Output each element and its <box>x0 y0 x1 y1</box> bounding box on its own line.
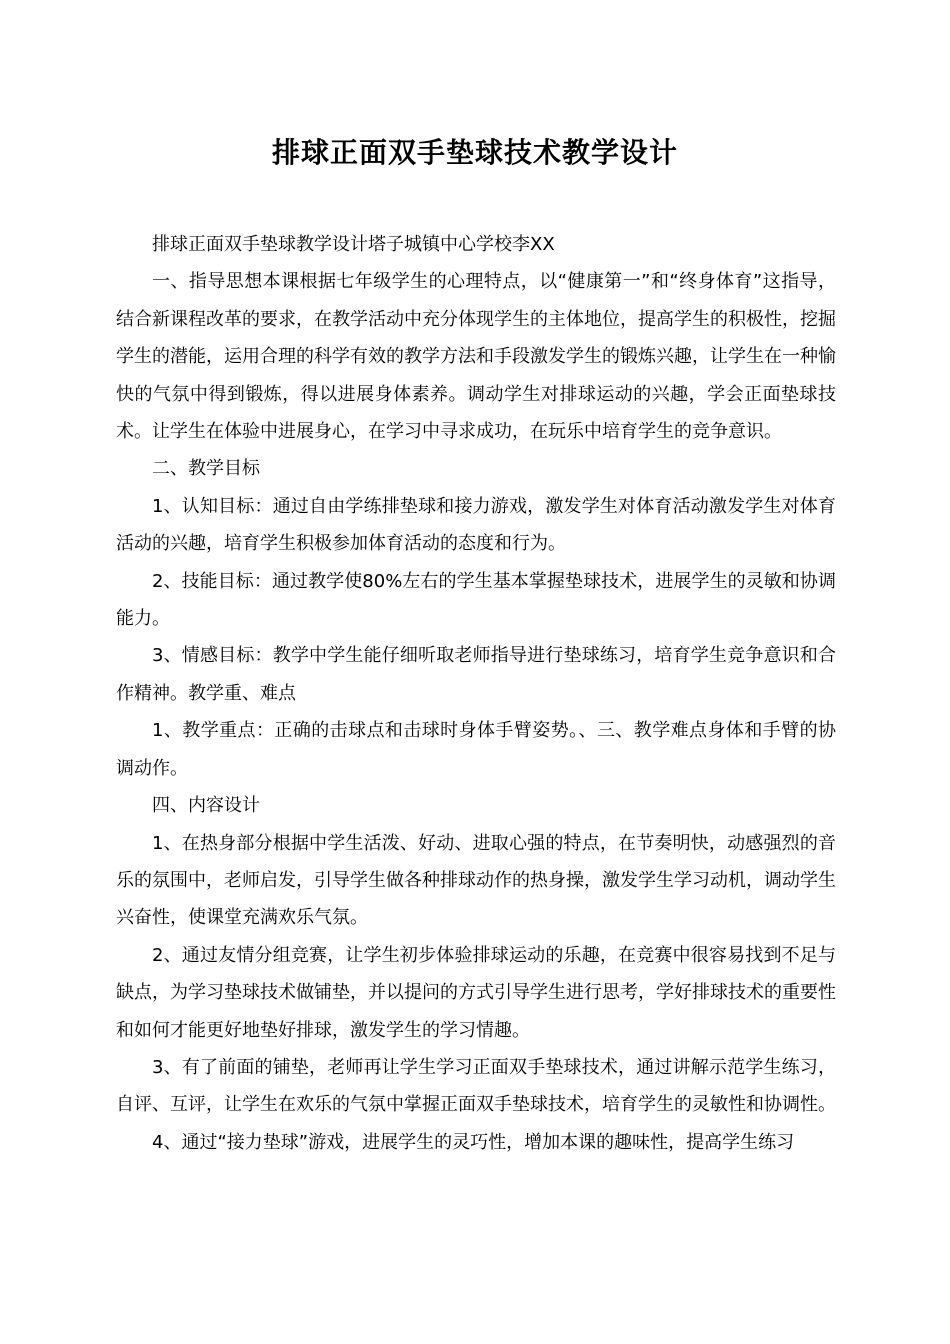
document-body <box>116 226 836 1161</box>
paragraph-author-line: 排球正面双手垫球教学设计塔子城镇中心学校李XX <box>152 234 555 255</box>
paragraph-content-item-2: 2、通过友情分组竞赛，让学生初步体验排球运动的乐趣，在竞赛中很容易找到不足与缺点，为学习垫球技术做铺垫，并以提问的方式引导学生进行思考，学好排球技术的重要性和如何才能更好地垫好排球，激发学生的学习情趣。 <box>116 944 836 1041</box>
section-heading-content-design: 四、内容设计 <box>152 795 260 817</box>
paragraph-content-item-3: 3、有了前面的铺垫，老师再让学生学习正面双手垫球技术，通过讲解示范学生练习，自评、互评，让学生在欢乐的气氛中掌握正面双手垫球技术，培育学生的灵敏性和协调性。 <box>116 1056 836 1116</box>
paragraph-skill-goal: 2、技能目标：通过教学使80%左右的学生基本掌握垫球技术，进展学生的灵敏和协调能力。 <box>116 570 836 630</box>
document-title: 排球正面双手垫球技术教学设计 <box>271 136 678 169</box>
paragraph-teaching-focus: 1、教学重点：正确的击球点和击球时身体手臂姿势。、三、教学难点身体和手臂的协调动作。 <box>116 720 836 779</box>
paragraph-content-item-4: 4、通过“接力垫球”游戏，进展学生的灵巧性，增加本课的趣味性，提高学生练习 <box>152 1131 795 1153</box>
paragraph-guiding-ideology: 一、指导思想本课根据七年级学生的心理特点，以“健康第一”和“终身体育”这指导，结合新课程改革的要求，在教学活动中充分体现学生的主体地位，提高学生的积极性，挖掘学生的潜能，运用合理的科学有效的教学方法和手段激发学生的锻炼兴趣，让学生在一种愉快的气氛中得到锻炼，得以进展身体素养。调动学生对排球运动的兴趣，学会正面垫球技术。让学生在体验中进展身心，在学习中寻求成功，在玩乐中培育学生的竞争意识。 <box>116 271 836 443</box>
section-heading-teaching-goals: 二、教学目标 <box>152 458 260 480</box>
paragraph-content-item-1: 1、在热身部分根据中学生活泼、好动、进取心强的特点，在节奏明快，动感强烈的音乐的氛围中，老师启发，引导学生做各种排球动作的热身操，激发学生学习动机，调动学生兴奋性，使课堂充满欢乐气氛。 <box>116 832 836 929</box>
paragraph-emotional-goal: 3、情感目标：教学中学生能仔细听取老师指导进行垫球练习，培育学生竞争意识和合作精神。教学重、难点 <box>116 645 836 704</box>
paragraph-cognitive-goal: 1、认知目标：通过自由学练排垫球和接力游戏，激发学生对体育活动激发学生对体育活动的兴趣，培育学生积极参加体育活动的态度和行为。 <box>116 495 836 555</box>
